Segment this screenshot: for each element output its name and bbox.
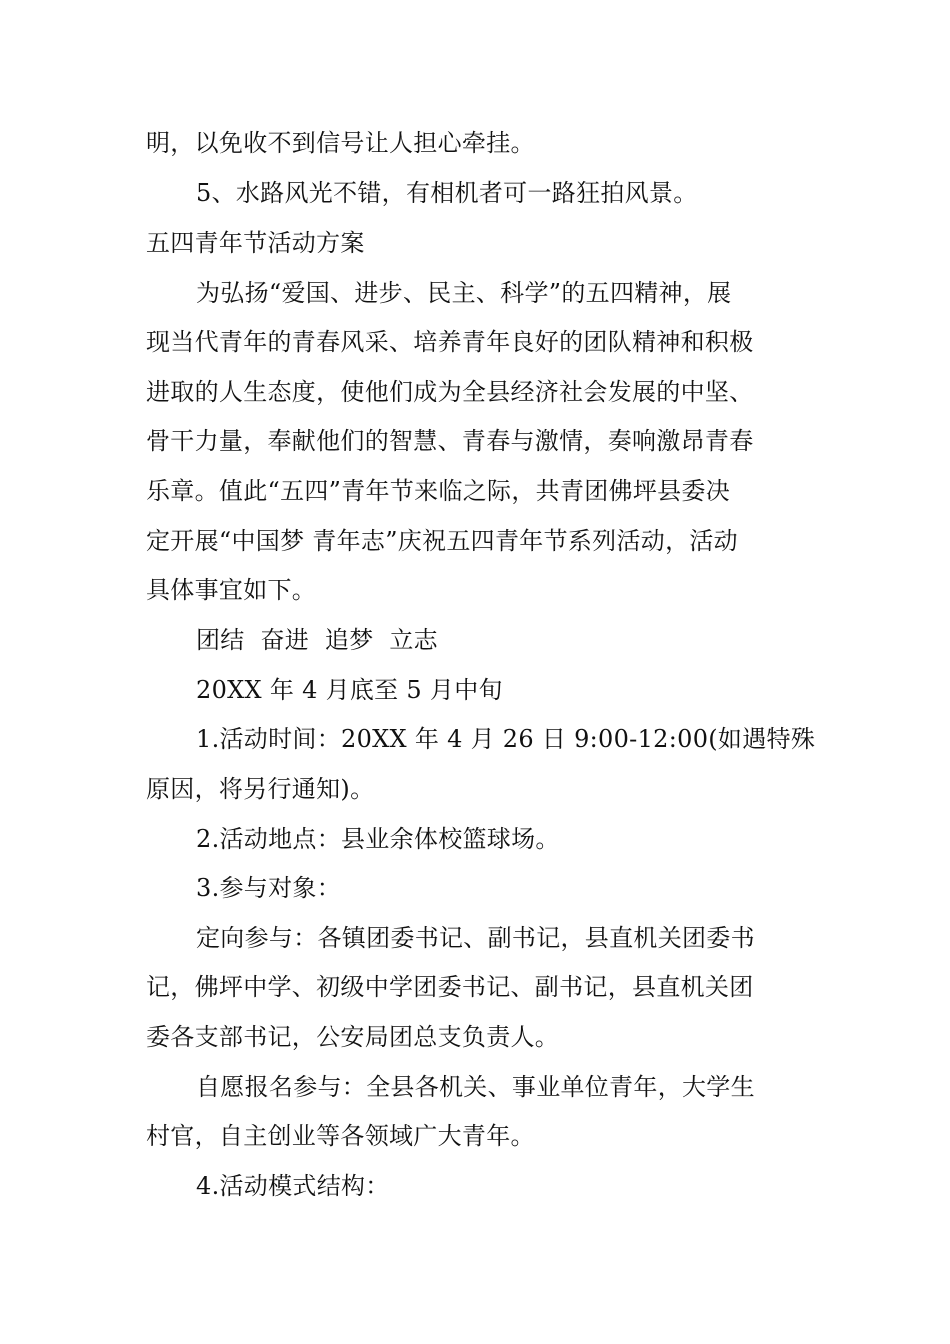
text-line: 原因，将另行通知)。 <box>146 775 375 803</box>
slogan-line: 团结 奋进 追梦 立志 <box>196 626 438 654</box>
text-line: 乐章。值此“五四”青年节来临之际，共青团佛坪县委决 <box>146 477 731 505</box>
text-line: 定开展“中国梦 青年志”庆祝五四青年节系列活动，活动 <box>146 527 738 555</box>
text-line: 具体事宜如下。 <box>146 576 317 604</box>
text-line: 为弘扬“爱国、进步、民主、科学”的五四精神，展 <box>196 279 732 307</box>
text-line: 自愿报名参与：全县各机关、事业单位青年，大学生 <box>196 1073 755 1101</box>
text-line: 4.活动模式结构： <box>196 1172 390 1200</box>
text-line: 2.活动地点：县业余体校篮球场。 <box>196 825 560 853</box>
text-line: 明，以免收不到信号让人担心牵挂。 <box>146 129 535 157</box>
date-range-line: 20XX 年 4 月底至 5 月中旬 <box>196 676 503 704</box>
text-line: 1.活动时间：20XX 年 4 月 26 日 9:00-12:00(如遇特殊 <box>196 725 816 753</box>
text-line: 定向参与：各镇团委书记、副书记，县直机关团委书 <box>196 924 755 952</box>
text-line: 进取的人生态度，使他们成为全县经济社会发展的中坚、 <box>146 378 754 406</box>
text-line: 骨干力量，奉献他们的智慧、青春与激情，奏响激昂青春 <box>146 427 754 455</box>
text-line: 村官，自主创业等各领域广大青年。 <box>146 1122 535 1150</box>
text-line: 记，佛坪中学、初级中学团委书记、副书记，县直机关团 <box>146 973 754 1001</box>
text-line: 现当代青年的青春风采、培养青年良好的团队精神和积极 <box>146 328 754 356</box>
text-line: 委各支部书记，公安局团总支负责人。 <box>146 1023 560 1051</box>
text-line: 5、水路风光不错，有相机者可一路狂拍风景。 <box>196 179 698 207</box>
section-title: 五四青年节活动方案 <box>146 229 365 257</box>
text-line: 3.参与对象： <box>196 874 341 902</box>
